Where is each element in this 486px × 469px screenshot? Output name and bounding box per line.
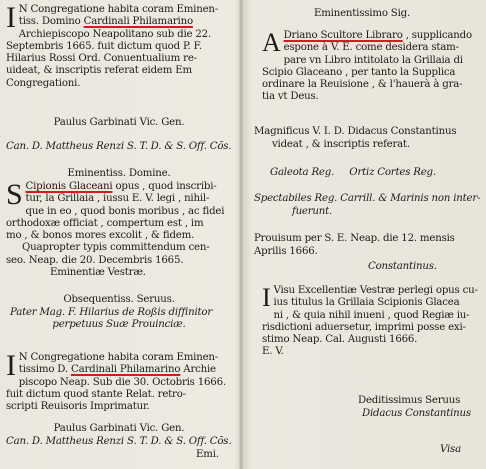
text-line: Septembris 1665. fuit dictum quod P. F. [6,40,202,52]
text-line: uideat, & inscriptis referat eidem Em [6,65,192,77]
catchword: Emi. [196,449,219,460]
commission-line: Magnificus V. I. D. Didacus Constantinus [254,126,457,137]
highlighted-name: Cardinali Philamarino [83,16,193,28]
salutation: Eminentiss. Domine. [67,168,171,179]
text-line: que in eo , quod bonis moribus , ac fidei [25,205,225,217]
catchword: Visa [440,444,461,455]
drop-cap: A [262,28,281,57]
signature-constantinus: Constantinus. [368,261,437,272]
drop-cap: I [6,1,16,34]
signature-canon: Can. D. Mattheus Renzi S. T. D. & S. Off. Cõs. [6,141,232,152]
signature-vicar: Paulus Garbinati Vic. Gen. [53,117,185,128]
drop-cap: I [262,283,271,312]
text-line: Scipio Glaceano , per tanto la Supplica [262,66,456,78]
text-line: ni , & quia nihil inueni , quod Regiæ iu- [273,309,470,321]
text-line: Congregationi. [6,77,81,89]
text-line: tiss. Domino Cardinali Philamarino [18,16,193,28]
text-line: mo , & bonos mores excolit , & fidem. [6,230,195,242]
closing-servant: Obsequentiss. Seruus. [63,294,175,305]
text-line: tur, la Grillaia , iussu E. V. legi , nihil- [25,193,210,205]
signature-pater-title: perpetuus Suæ Prouinciæ. [52,319,186,330]
text-line: pare vn Libro intitolato la Grillaia di [283,54,463,66]
signature-pater: Pater Mag. F. Hilarius de Roßis diffinitor [10,307,213,318]
text-line: Archiepiscopo Neapolitano sub die 22. [18,28,212,40]
signature-canon: Can. D. Mattheus Renzi S. T. D. & S. Off. Cõs. [6,436,232,447]
text-line: espone à V. E. come desidera stam- [283,42,459,54]
salutation: Eminentissimo Sig. [313,8,410,19]
provision-line: Prouisum per S. E. Neap. die 12. mensis [254,233,455,244]
text-line: N Congregatione habita coram Eminen- [18,4,219,15]
congregation-block-2 [6,349,234,413]
approval-block [262,285,482,359]
highlighted-name: Cipionis Glaceani [25,181,113,192]
text-line: ius titulus la Grillaia Scipionis Glacea [273,297,460,309]
highlighted-name: Driano Scultore Libraro [283,30,403,41]
drop-cap: I [6,349,16,382]
text-line: Quapropter typis committendum cen- [22,242,210,254]
drop-cap: S [6,178,23,211]
regents-absent: fuerunt. [292,206,333,217]
petition-block [262,30,482,104]
censor-opinion-block [6,178,234,279]
text-line: stimo Neap. Cal. Augusti 1666. [262,334,418,346]
text-line: Cipionis Glaceani opus , quod inscribi- [25,181,217,192]
text-line: tia vt Deus. [262,91,319,103]
text-line: Hilarius Rossi Ord. Conuentualium re- [6,53,197,65]
congregation-block-1 [6,1,234,90]
text-line: seo. Neap. die 20. Decembris 1665. [6,254,184,266]
text-line: tissimo D. Cardinali Philamarino Archie [18,364,216,376]
regents-absent: Spectabiles Reg. Carrill. & Marinis non inter- [254,193,481,204]
text-line: fuit dictum quod stante Relat. retro- [6,388,186,400]
text-line: ordinare la Reuisione , & l'hauerà à gra- [262,79,463,91]
text-line: piscopo Neap. Sub die 30. Octobris 1666. [18,376,226,388]
signature-didacus: Didacus Constantinus [362,408,471,419]
provision-line: Aprilis 1666. [254,246,318,257]
text-line: orthodoxæ officiat , compertum est , im [6,217,204,229]
commission-line: videat , & inscriptis referat. [272,139,410,150]
regents-signatures: Galeota Reg. Ortiz Cortes Reg. [270,167,436,178]
text-line: risdictioni aduersetur, imprimi posse exi- [262,321,466,333]
page-gutter [239,0,243,469]
text-line: scripti Reuisoris Imprimatur. [6,401,150,413]
text-line: E. V. [262,346,284,358]
text-line: Driano Scultore Libraro , supplicando [283,30,472,41]
text-line: Eminentiæ Vestræ. [50,267,146,279]
closing-servant: Deditissimus Seruus [358,395,461,406]
text-line: Visu Excellentiæ Vestræ perlegi opus cu- [273,285,478,296]
text-line: N Congregatione habita coram Eminen- [18,352,219,363]
highlighted-name: Cardinali Philamarino [70,364,181,376]
signature-vicar: Paulus Garbinati Vic. Gen. [53,423,185,434]
